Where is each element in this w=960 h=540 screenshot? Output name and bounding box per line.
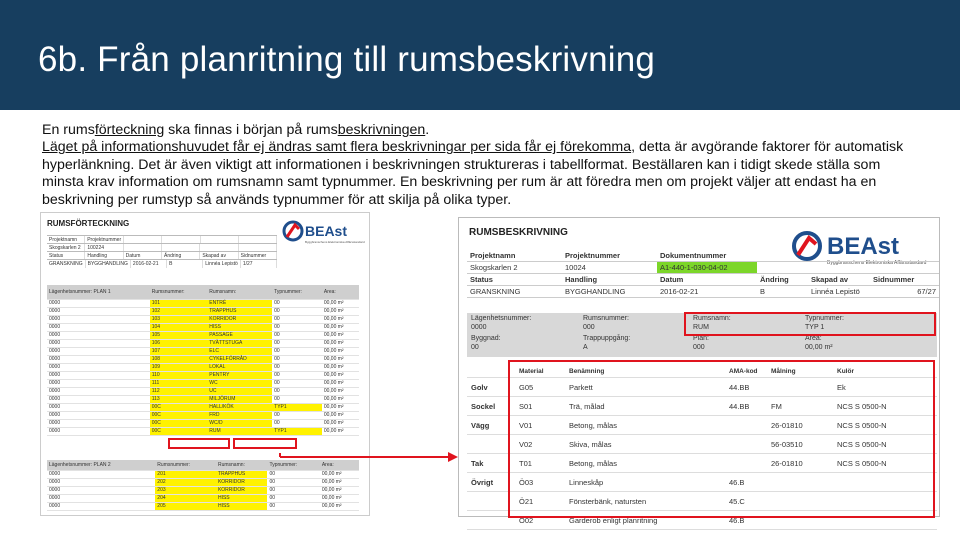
table-row xyxy=(47,323,359,331)
table-cell: 44.BB xyxy=(725,378,767,397)
table-cell: 00 xyxy=(267,502,319,510)
table-cell: 204 xyxy=(155,494,216,502)
table-cell: TRAPPHUS xyxy=(207,307,272,315)
table-row xyxy=(47,403,359,411)
table-cell: WC/D xyxy=(207,419,272,427)
table-cell: 00,00 m² xyxy=(320,478,359,486)
table-cell: 00 xyxy=(272,323,322,331)
rumsbeskrivning-title: RUMSBESKRIVNING xyxy=(469,227,568,238)
table-cell: 0000 xyxy=(47,502,155,510)
table-cell: 0000 xyxy=(47,387,150,395)
table-cell: TVÄTTSTUGA xyxy=(207,339,272,347)
table-cell: FM xyxy=(767,397,833,416)
room-info-panel: Lägenhetsnummer: 0000 Rumsnummer: 000 Rumsnamn: RUM Typnummer: TYP 1 Byggnad: 00 Trappuppgång: A Plan: 000 Area: 00,00 m² xyxy=(467,313,937,357)
table-cell: 00 xyxy=(272,307,322,315)
table-cell: RUM xyxy=(207,427,272,435)
room-list-header: Lägenhetsnummer: PLAN 2 Rumsnummer: Rumsnamn: Typnummer: Area: xyxy=(47,460,359,470)
room-list-header: Lägenhetsnummer: PLAN 1 Rumsnummer: Rumsnamn: Typnummer: Area: xyxy=(47,285,359,299)
para-s4: beskrivningen xyxy=(337,122,426,138)
room-list-plan1 xyxy=(47,285,359,436)
table-cell: Ö02 xyxy=(515,511,565,530)
table-row xyxy=(47,315,359,323)
table-cell: PASSAGE xyxy=(207,331,272,339)
table-cell: 00 xyxy=(267,494,319,502)
table-cell: 107 xyxy=(150,347,208,355)
table-cell: 0000 xyxy=(47,371,150,379)
table-cell: 00,00 m² xyxy=(322,387,359,395)
table-cell: Trä, målad xyxy=(565,397,725,416)
table-cell: 00 xyxy=(267,470,319,478)
table-cell: Golv xyxy=(467,378,515,397)
table-cell: Betong, målas xyxy=(565,454,725,473)
beast-logo-sub: Byggbranschens Elektroniska Affärsstandard xyxy=(827,260,927,266)
table-cell: 0000 xyxy=(47,486,155,494)
table-cell: Betong, målas xyxy=(565,416,725,435)
table-cell: 00 xyxy=(272,371,322,379)
table-row xyxy=(47,339,359,347)
para-s1: En rums xyxy=(42,122,95,138)
left-header-row-1: Projektnamn Projektnummer xyxy=(47,235,277,244)
table-cell: 103 xyxy=(150,315,208,323)
table-cell: 00 xyxy=(272,355,322,363)
table-cell: V01 xyxy=(515,416,565,435)
table-row xyxy=(47,419,359,427)
table-cell: Parkett xyxy=(565,378,725,397)
table-cell: 0000 xyxy=(47,363,150,371)
table-cell: 112 xyxy=(150,387,208,395)
beast-logo xyxy=(281,217,365,249)
table-cell: 26-01810 xyxy=(767,416,833,435)
table-cell: 101 xyxy=(150,299,208,307)
table-cell: 0000 xyxy=(47,355,150,363)
para-s2: förteckning xyxy=(94,122,165,138)
table-cell: 00C xyxy=(150,403,208,411)
table-cell: HISS xyxy=(207,323,272,331)
table-cell: 0000 xyxy=(47,315,150,323)
table-cell: WC xyxy=(207,379,272,387)
table-cell: HISS xyxy=(216,502,267,510)
table-cell: 0000 xyxy=(47,299,150,307)
table-cell: 0000 xyxy=(47,411,150,419)
table-cell: 113 xyxy=(150,395,208,403)
table-cell: 0000 xyxy=(47,470,155,478)
table-cell: 00 xyxy=(272,379,322,387)
left-header-row-2: Skogskarlen 2 100224 xyxy=(47,243,277,252)
beast-logo-text: BEAst xyxy=(305,223,348,239)
table-cell: 56-03510 xyxy=(767,435,833,454)
rumsforteckning-document xyxy=(40,212,370,516)
table-cell: 26-01810 xyxy=(767,454,833,473)
table-cell: 00,00 m² xyxy=(322,419,359,427)
table-cell: 00,00 m² xyxy=(322,347,359,355)
table-row xyxy=(47,486,359,494)
table-cell: 00 xyxy=(272,419,322,427)
table-cell: 0000 xyxy=(47,307,150,315)
beast-logo-text: BEAst xyxy=(827,233,900,260)
table-cell: KORRIDOR xyxy=(207,315,272,323)
table-cell: 00 xyxy=(272,411,322,419)
table-cell: 00C xyxy=(150,419,208,427)
table-cell: 202 xyxy=(155,478,216,486)
arrow-icon xyxy=(278,448,460,466)
para-s6: Läget på informationshuvudet får ej ändras samt flera beskrivningar per sida får ej förekomma xyxy=(42,139,632,156)
table-cell: 0000 xyxy=(47,323,150,331)
table-cell: 00,00 m² xyxy=(322,331,359,339)
para-s5: . xyxy=(425,122,430,138)
table-cell: 00,00 m² xyxy=(322,403,359,411)
table-cell: TYP1 xyxy=(272,427,322,435)
table-cell: 45.C xyxy=(725,492,767,511)
table-cell: 00 xyxy=(272,395,322,403)
table-cell: 00C xyxy=(150,427,208,435)
table-cell: NCS S 0500-N xyxy=(833,397,937,416)
table-cell: HALL/KÖK xyxy=(207,403,272,411)
table-cell: 0000 xyxy=(47,403,150,411)
table-cell: 00,00 m² xyxy=(322,379,359,387)
table-cell: 00,00 m² xyxy=(322,427,359,435)
table-row xyxy=(47,427,359,435)
table-cell: UC xyxy=(207,387,272,395)
spec-header-row: Material Benämning AMA-kod Målning Kulör xyxy=(467,366,937,378)
table-row xyxy=(47,395,359,403)
table-cell: 00 xyxy=(272,387,322,395)
table-cell: S01 xyxy=(515,397,565,416)
table-cell: TYP1 xyxy=(272,403,322,411)
table-cell: 0000 xyxy=(47,339,150,347)
table-cell: 0000 xyxy=(47,419,150,427)
table-cell: 106 xyxy=(150,339,208,347)
table-row xyxy=(47,478,359,486)
left-header-row-3: Status Handling Datum Ändring Skapad av Sidnummer xyxy=(47,251,277,260)
table-cell: 00 xyxy=(272,363,322,371)
table-cell: TRAPPHUS xyxy=(216,470,267,478)
table-cell: 0000 xyxy=(47,478,155,486)
table-cell: 00 xyxy=(272,331,322,339)
table-cell: Ö21 xyxy=(515,492,565,511)
table-cell: Ek xyxy=(833,378,937,397)
document-number: A1-440-1-030-04-02 xyxy=(657,262,757,274)
table-cell: ENTRÉ xyxy=(207,299,272,307)
table-cell: T01 xyxy=(515,454,565,473)
table-cell: NCS S 0500-N xyxy=(833,435,937,454)
table-cell: 00,00 m² xyxy=(322,395,359,403)
table-cell: 46.B xyxy=(725,473,767,492)
table-row xyxy=(47,387,359,395)
table-row xyxy=(47,371,359,379)
table-cell: G05 xyxy=(515,378,565,397)
table-cell: CYKELFÖRRÅD xyxy=(207,355,272,363)
table-cell: KORRIDOR xyxy=(216,486,267,494)
table-row xyxy=(47,411,359,419)
rumsforteckning-title: RUMSFÖRTECKNING xyxy=(47,219,130,228)
table-cell: 0000 xyxy=(47,347,150,355)
table-cell: MILJÖRUM xyxy=(207,395,272,403)
table-cell: Ö03 xyxy=(515,473,565,492)
table-cell: 00,00 m² xyxy=(320,494,359,502)
table-cell: LOKAL xyxy=(207,363,272,371)
table-cell: Sockel xyxy=(467,397,515,416)
beast-logo-sub: Byggbranschens Elektroniska Affärsstandard xyxy=(305,240,365,244)
table-cell: 205 xyxy=(155,502,216,510)
table-row xyxy=(47,379,359,387)
highlight-box-spec-table xyxy=(508,360,935,518)
table-cell: 110 xyxy=(150,371,208,379)
para-s3: ska finnas i början på rums xyxy=(164,122,338,138)
table-cell: 108 xyxy=(150,355,208,363)
room-list-plan2 xyxy=(47,460,359,511)
table-cell: 00C xyxy=(150,411,208,419)
table-cell: 0000 xyxy=(47,494,155,502)
highlight-box-room-type xyxy=(684,312,936,336)
document-info-header: Projektnamn Projektnummer Dokumentnummer Skogskarlen 2 10024 A1-440-1-030-04-02 Status Handling Datum Ändring Skapad av Sidnummer GRANSKNING BYGGHANDLING 2016-02-21 B Linnéa Lepistö 67/27 xyxy=(467,250,939,298)
table-cell: ELC xyxy=(207,347,272,355)
table-cell: 00,00 m² xyxy=(322,355,359,363)
table-cell: 00,00 m² xyxy=(320,502,359,510)
table-cell: V02 xyxy=(515,435,565,454)
table-cell: 105 xyxy=(150,331,208,339)
table-cell: Tak xyxy=(467,454,515,473)
table-cell: 00 xyxy=(272,347,322,355)
slide-paragraph xyxy=(42,122,922,209)
slide-header xyxy=(0,0,960,110)
table-cell: 00 xyxy=(272,315,322,323)
table-row xyxy=(47,470,359,478)
table-cell: 00,00 m² xyxy=(322,315,359,323)
left-header-row-4: GRANSKNING BYGGHANDLING 2016-02-21 B Linnéa Lepistö 1/27 xyxy=(47,259,277,268)
table-cell: 00,00 m² xyxy=(322,339,359,347)
table-cell: NCS S 0500-N xyxy=(833,454,937,473)
highlight-box-rumsnamn xyxy=(168,438,230,449)
table-row xyxy=(47,363,359,371)
table-cell: 00,00 m² xyxy=(320,486,359,494)
table-cell: 0000 xyxy=(47,427,150,435)
table-cell: Linneskåp xyxy=(565,473,725,492)
table-cell: 00,00 m² xyxy=(322,299,359,307)
table-cell: Övrigt xyxy=(467,473,515,492)
table-row xyxy=(47,307,359,315)
table-cell: 44.BB xyxy=(725,397,767,416)
table-cell: 00 xyxy=(267,478,319,486)
table-cell: 00,00 m² xyxy=(320,470,359,478)
table-row xyxy=(47,494,359,502)
table-cell: 0000 xyxy=(47,379,150,387)
table-row xyxy=(47,331,359,339)
table-row xyxy=(47,502,359,510)
table-cell: 00,00 m² xyxy=(322,411,359,419)
table-cell: 201 xyxy=(155,470,216,478)
table-cell: NCS S 0500-N xyxy=(833,416,937,435)
table-cell: 00 xyxy=(267,486,319,494)
table-cell: 00 xyxy=(272,299,322,307)
table-cell: HISS xyxy=(216,494,267,502)
table-cell: 0000 xyxy=(47,395,150,403)
table-row xyxy=(47,355,359,363)
slide-title: 6b. Från planritning till rumsbeskrivning xyxy=(38,40,656,79)
table-cell: FRD xyxy=(207,411,272,419)
table-cell: 00,00 m² xyxy=(322,307,359,315)
table-cell: 00,00 m² xyxy=(322,363,359,371)
table-cell: 102 xyxy=(150,307,208,315)
table-cell: 00,00 m² xyxy=(322,323,359,331)
table-cell: 104 xyxy=(150,323,208,331)
table-cell: KORRIDOR xyxy=(216,478,267,486)
table-row xyxy=(47,347,359,355)
table-cell: 203 xyxy=(155,486,216,494)
table-cell: Garderob enligt planritning xyxy=(565,511,725,530)
table-cell: 0000 xyxy=(47,331,150,339)
table-cell: 109 xyxy=(150,363,208,371)
table-cell: PENTRY xyxy=(207,371,272,379)
table-cell: 46.B xyxy=(725,511,767,530)
para-s7: , detta är avgörande faktorer för automatisk hyperlänkning. Det är även viktigt att informationen i beskrivningen struktureras i tabellformat. Beställaren kan i tidigt skede ställa som minsta krav information om rumsnamn samt typnummer. En beskrivning per rum är att föredra men om projekt väljer att endast ha en beskrivning per rumstyp så används typnummer för att skilja på olika typer. xyxy=(42,139,904,208)
table-row xyxy=(47,299,359,307)
table-cell: Fönsterbänk, natursten xyxy=(565,492,725,511)
table-cell: 00 xyxy=(272,339,322,347)
table-cell: 111 xyxy=(150,379,208,387)
table-cell: Vägg xyxy=(467,416,515,435)
table-cell: Skiva, målas xyxy=(565,435,725,454)
table-cell: 00,00 m² xyxy=(322,371,359,379)
